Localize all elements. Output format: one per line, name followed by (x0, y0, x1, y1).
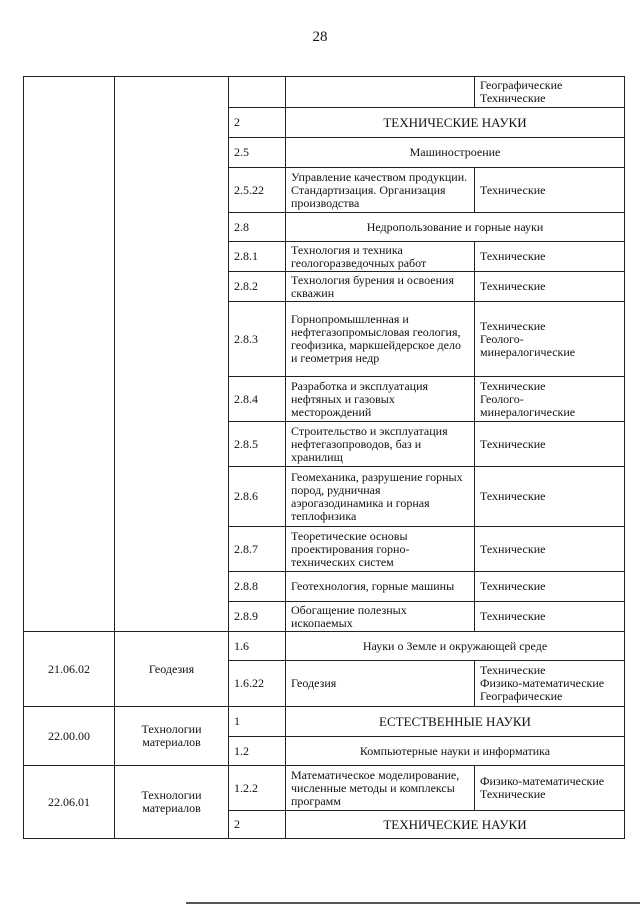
code-cell: 1.2 (229, 737, 286, 766)
code-cell: 2.5 (229, 138, 286, 168)
science-cell: Технические (475, 242, 625, 272)
spec-name-cell (115, 77, 229, 632)
field-cell: Геодезия (286, 661, 475, 707)
field-cell: Горнопромышленная и нефтегазопромысловая геология, геофизика, маркшейдерское дело и геометрия недр (286, 302, 475, 377)
group-heading: Машиностроение (286, 138, 625, 168)
field-cell: Строительство и эксплуатация нефтегазопроводов, баз и хранилищ (286, 422, 475, 467)
code-cell: 2.8 (229, 213, 286, 242)
field-cell: Управление качеством продукции. Стандартизация. Организация производства (286, 168, 475, 213)
code-cell: 2.8.4 (229, 377, 286, 422)
code-cell: 1.6 (229, 632, 286, 661)
code-cell: 2.8.5 (229, 422, 286, 467)
science-cell: Технические (475, 602, 625, 632)
field-cell: Геомеханика, разрушение горных пород, рудничная аэрогазодинамика и горная теплофизика (286, 467, 475, 527)
code-cell: 2.8.3 (229, 302, 286, 377)
science-cell: Технические (475, 272, 625, 302)
code-cell: 1.6.22 (229, 661, 286, 707)
table-row (24, 707, 625, 737)
code-cell: 2.8.6 (229, 467, 286, 527)
science-cell: Технические (475, 168, 625, 213)
field-cell: Обогащение полезных ископаемых (286, 602, 475, 632)
field-cell: Математическое моделирование, численные методы и комплексы программ (286, 766, 475, 811)
code-cell: 1.2.2 (229, 766, 286, 811)
spec-name-cell: Технологии материалов (115, 766, 229, 839)
spec-name-cell: Технологии материалов (115, 707, 229, 766)
code-cell (229, 77, 286, 108)
code-cell: 2 (229, 108, 286, 138)
group-heading: Компьютерные науки и информатика (286, 737, 625, 766)
science-cell: Технические (475, 572, 625, 602)
code-cell: 2 (229, 811, 286, 839)
code-cell: 2.5.22 (229, 168, 286, 213)
spec-code-cell: 22.06.01 (24, 766, 115, 839)
spec-name-cell: Геодезия (115, 632, 229, 707)
section-heading: ТЕХНИЧЕСКИЕ НАУКИ (286, 811, 625, 839)
code-cell: 2.8.2 (229, 272, 286, 302)
field-cell: Технология и техника геологоразведочных работ (286, 242, 475, 272)
group-heading: Науки о Земле и окружающей среде (286, 632, 625, 661)
section-heading: ЕСТЕСТВЕННЫЕ НАУКИ (286, 707, 625, 737)
code-cell: 1 (229, 707, 286, 737)
field-cell: Технология бурения и освоения скважин (286, 272, 475, 302)
page-number: 28 (312, 29, 328, 45)
science-cell: Технические Физико-математические Географические (475, 661, 625, 707)
science-cell: Технические (475, 527, 625, 572)
spec-code-cell (24, 77, 115, 632)
table-row (24, 766, 625, 811)
field-cell: Разработка и эксплуатация нефтяных и газовых месторождений (286, 377, 475, 422)
science-cell: Географические Технические (475, 77, 625, 108)
science-cell: Технические Геолого- минералогические (475, 377, 625, 422)
code-cell: 2.8.1 (229, 242, 286, 272)
field-cell (286, 77, 475, 108)
field-cell: Геотехнология, горные машины (286, 572, 475, 602)
field-cell: Теоретические основы проектирования горно-технических систем (286, 527, 475, 572)
science-cell: Технические (475, 467, 625, 527)
group-heading: Недропользование и горные науки (286, 213, 625, 242)
science-cell: Технические (475, 422, 625, 467)
science-cell: Технические Геолого- минералогические (475, 302, 625, 377)
code-cell: 2.8.8 (229, 572, 286, 602)
specialties-table (23, 76, 625, 839)
section-heading: ТЕХНИЧЕСКИЕ НАУКИ (286, 108, 625, 138)
science-cell: Физико-математические Технические (475, 766, 625, 811)
table-row (24, 632, 625, 661)
code-cell: 2.8.9 (229, 602, 286, 632)
code-cell: 2.8.7 (229, 527, 286, 572)
spec-code-cell: 21.06.02 (24, 632, 115, 707)
bottom-rule (186, 902, 640, 904)
spec-code-cell: 22.00.00 (24, 707, 115, 766)
table-row (24, 77, 625, 108)
